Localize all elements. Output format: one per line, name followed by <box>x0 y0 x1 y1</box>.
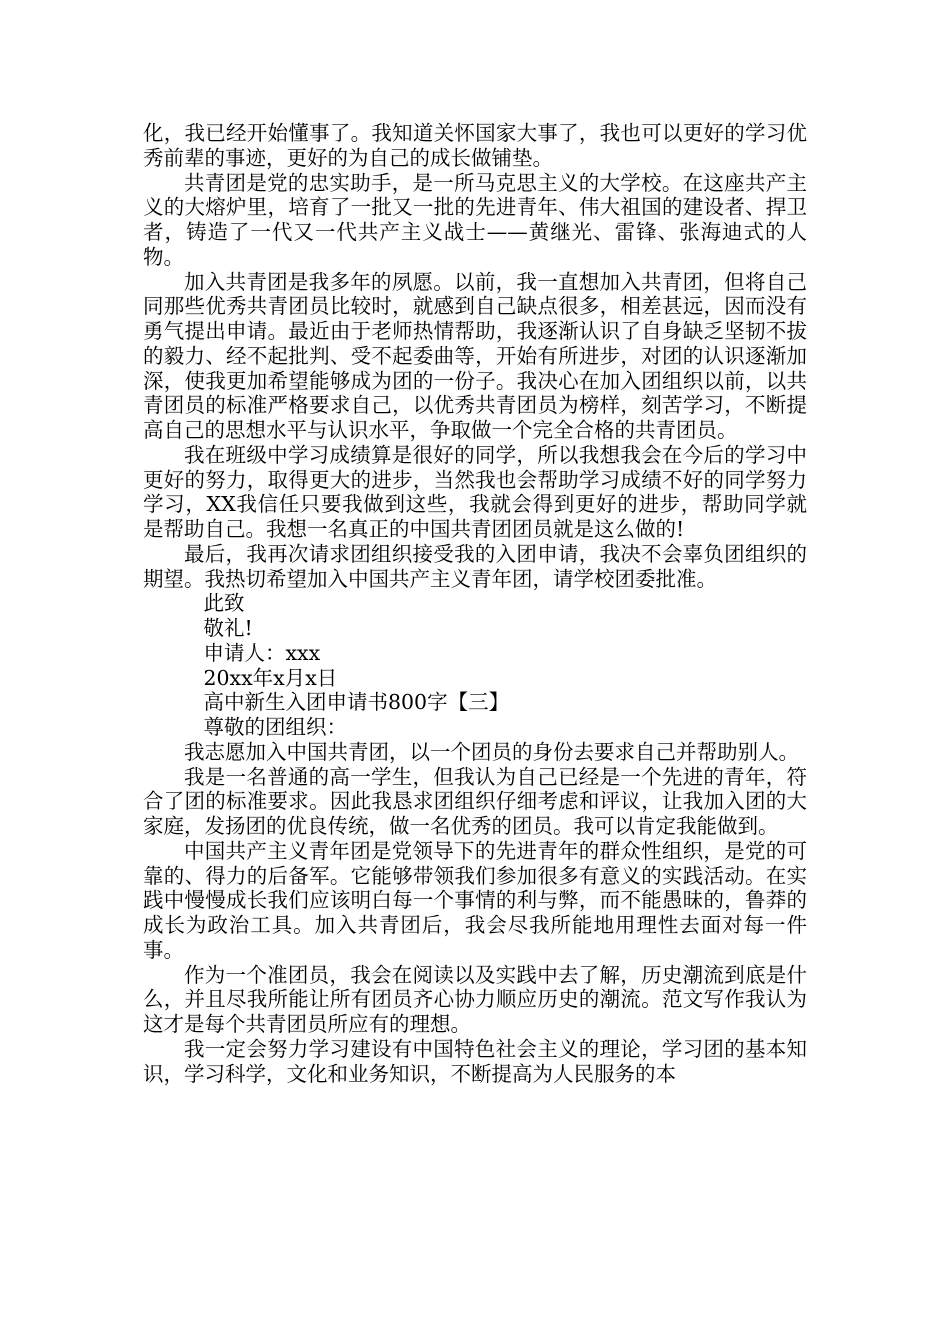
paragraph-3: 加入共青团是我多年的夙愿。以前，我一直想加入共青团，但将自己同那些优秀共青团员比较时，就感到自己缺点很多，相差甚远，因而没有勇气提出申请。最近由于老师热情帮助，我逐渐认识了自身缺乏坚韧不拔的毅力、经不起批判、受不起委曲等，开始有所进步，对团的认识逐渐加深，使我更加希望能够成为团的一份子。我决心在加入团组织以前，以共青团员的标准严格要求自己，以优秀共青团员为榜样，刻苦学习，不断提高自己的思想水平与认识水平，争取做一个完全合格的共青团员。 <box>143 269 807 442</box>
paragraph-10: 我一定会努力学习建设有中国特色社会主义的理论，学习团的基本知识，学习科学，文化和业务知识，不断提高为人民服务的本 <box>143 1036 807 1086</box>
paragraph-2: 共青团是党的忠实助手，是一所马克思主义的大学校。在这座共产主义的大熔炉里，培育了一批又一批的先进青年、伟大祖国的建设者、捍卫者，铸造了一代又一代共产主义战士——黄继光、雷锋、张海迪式的人物。 <box>143 170 807 269</box>
paragraph-8: 中国共产主义青年团是党领导下的先进青年的群众性组织，是党的可靠的、得力的后备军。它能够带领我们参加很多有意义的实践活动。在实践中慢慢成长我们应该明白每一个事情的利与弊，而不能愚昧的，鲁莽的成长为政治工具。加入共青团后，我会尽我所能地用理性去面对每一件事。 <box>143 838 807 962</box>
date-line: 20xx年x月x日 <box>203 665 338 690</box>
section-title: 高中新生入团申请书800字【三】 <box>203 690 510 715</box>
paragraph-5: 最后，我再次请求团组织接受我的入团申请，我决不会辜负团组织的期望。我热切希望加入中国共产主义青年团，请学校团委批准。 <box>143 541 807 591</box>
paragraph-9: 作为一个准团员，我会在阅读以及实践中去了解，历史潮流到底是什么，并且尽我所能让所有团员齐心协力顺应历史的潮流。范文写作我认为这才是每个共青团员所应有的理想。 <box>143 962 807 1036</box>
paragraph-1: 化，我已经开始懂事了。我知道关怀国家大事了，我也可以更好的学习优秀前辈的事迹，更好的为自己的成长做铺垫。 <box>143 121 807 170</box>
paragraph-7: 我是一名普通的高一学生，但我认为自己已经是一个先进的青年，符合了团的标准要求。因此我恳求团组织仔细考虑和评议，让我加入团的大家庭，发扬团的优良传统，做一名优秀的团员。我可以肯定我能做到。 <box>143 764 807 838</box>
document-page <box>143 121 807 1086</box>
salutation: 尊敬的团组织： <box>203 715 347 739</box>
applicant-line: 申请人：xxx <box>203 640 321 665</box>
closing-line-2: 敬礼! <box>203 616 253 640</box>
paragraph-6: 我志愿加入中国共青团，以一个团员的身份去要求自己并帮助别人。 <box>184 739 799 764</box>
paragraph-4: 我在班级中学习成绩算是很好的同学，所以我想我会在今后的学习中更好的努力，取得更大的进步，当然我也会帮助学习成绩不好的同学努力学习，XX我信任只要我做到这些，我就会得到更好的进步，帮助同学就是帮助自己。我想一名真正的中国共青团团员就是这么做的! <box>143 442 807 541</box>
closing-line-1: 此致 <box>203 591 245 616</box>
